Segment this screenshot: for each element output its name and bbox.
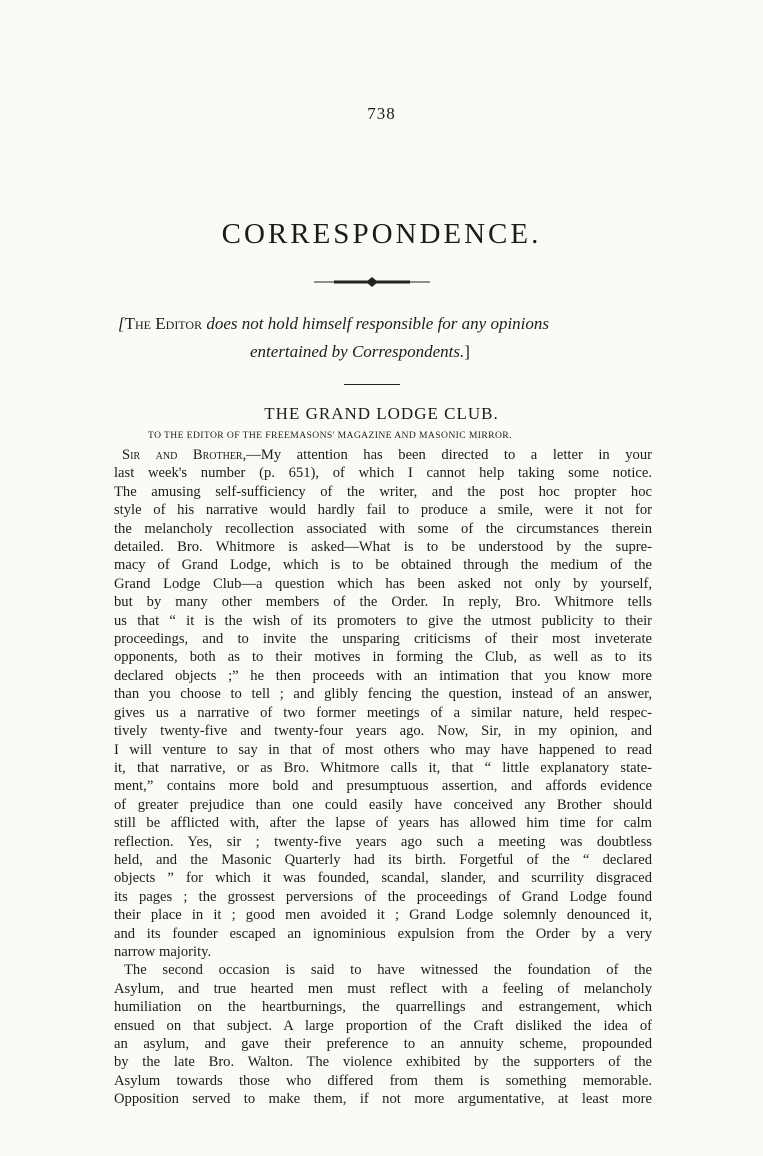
disclaimer-the: The xyxy=(124,314,152,333)
body-line: style of his narrative would hardly fail to produce a smile, were it not for xyxy=(114,502,652,519)
body-line: The second occasion is said to have witnessed the foundation of the xyxy=(124,962,652,979)
body-line: humiliation on the heartburnings, the quarrellings and estrangement, which xyxy=(114,999,652,1016)
body-line: detailed. Bro. Whitmore is asked—What is to be understood by the supre- xyxy=(114,539,652,556)
body-line: I will venture to say in that of most others who may have happened to read xyxy=(114,741,652,758)
article-addressee: TO THE EDITOR OF THE FREEMASONS' MAGAZINE AND MASONIC MIRROR. xyxy=(148,430,512,441)
article-body xyxy=(114,446,652,1109)
disclaimer-line2: entertained by Correspondents. xyxy=(250,342,465,361)
body-line: proceedings, and to invite the unsparing criticisms of their most inveterate xyxy=(114,631,652,648)
body-line: ensued on that subject. A large proportion of the Craft disliked the idea of xyxy=(114,1017,652,1034)
article-title: THE GRAND LODGE CLUB. xyxy=(264,404,499,423)
body-line: held, and the Masonic Quarterly had its birth. Forgetful of the “ declared xyxy=(114,851,652,868)
body-line: Asylum, and true hearted men must reflect with a feeling of melancholy xyxy=(114,980,652,997)
body-line: the melancholy recollection associated with some of the circumstances therein xyxy=(114,520,652,537)
body-line: gives us a narrative of two former meetings of a similar nature, held respec- xyxy=(114,704,652,721)
body-line: macy of Grand Lodge, which is to be obtained through the medium of the xyxy=(114,557,652,574)
body-line: last week's number (p. 651), of which I cannot help taking some notice. xyxy=(114,465,652,482)
body-line: tively twenty-five and twenty-four years ago. Now, Sir, in my opinion, and xyxy=(114,723,652,740)
body-line: us that “ it is the wish of its promoters to give the utmost publicity to their xyxy=(114,612,652,629)
body-line: it, that narrative, or as Bro. Whitmore calls it, that “ little explanatory state- xyxy=(114,759,652,776)
body-line: by the late Bro. Walton. The violence exhibited by the supporters of the xyxy=(114,1054,652,1071)
body-line: narrow majority. xyxy=(114,943,212,960)
short-divider xyxy=(344,384,400,385)
body-line: its pages ; the grossest perversions of the proceedings of Grand Lodge found xyxy=(114,888,652,905)
body-line: ment,” contains more bold and presumptuous assertion, and affords evidence xyxy=(114,778,652,795)
disclaimer-close-bracket: ] xyxy=(464,342,470,361)
body-line: declared objects ;” he then proceeds with an intimation that you know more xyxy=(114,667,652,684)
body-line: still be afflicted with, after the lapse of years has allowed him time for calm xyxy=(114,815,652,832)
body-line: an asylum, and gave their preference to an annuity scheme, propounded xyxy=(114,1036,652,1052)
disclaimer-editor: Editor xyxy=(155,314,203,333)
section-title: CORRESPONDENCE. xyxy=(221,218,542,250)
ornament-rule-icon xyxy=(314,276,430,288)
body-line: their place in it ; good men avoided it ; Grand Lodge solemnly denounced it, xyxy=(114,907,652,924)
editor-disclaimer xyxy=(118,310,638,366)
salutation: Sir and Brother, xyxy=(122,447,247,463)
page-number: 738 xyxy=(367,104,396,123)
body-line: and its founder escaped an ignominious expulsion from the Order by a very xyxy=(114,925,652,942)
body-line: The amusing self-sufficiency of the writer, and the post hoc propter hoc xyxy=(114,483,652,500)
body-line: Grand Lodge Club—a question which has been asked not only by yourself, xyxy=(114,575,652,592)
disclaimer-open-bracket: [ xyxy=(118,314,125,333)
body-line: reflection. Yes, sir ; twenty-five years ago such a meeting was doubtless xyxy=(114,833,652,850)
body-line: of greater prejudice than one could easily have conceived any Brother should xyxy=(114,796,652,813)
body-line: Asylum towards those who differed from them is something memorable. xyxy=(114,1072,652,1089)
body-line: than you choose to tell ; and glibly fencing the question, instead of an answer, xyxy=(114,686,652,703)
body-line: objects ” for which it was founded, scandal, slander, and scurrility disgraced xyxy=(114,870,652,887)
disclaimer-line1: does not hold himself responsible for any opinions xyxy=(206,314,550,333)
body-line-0: Sir and Brother,—My attention has been directed to a letter in your xyxy=(122,447,652,463)
body-line: but by many other members of the Order. In reply, Bro. Whitmore tells xyxy=(114,594,652,611)
body-line: opponents, both as to their motives in forming the Club, as well as to its xyxy=(114,649,652,666)
body-line: Opposition served to make them, if not more argumentative, at least more xyxy=(114,1091,652,1108)
